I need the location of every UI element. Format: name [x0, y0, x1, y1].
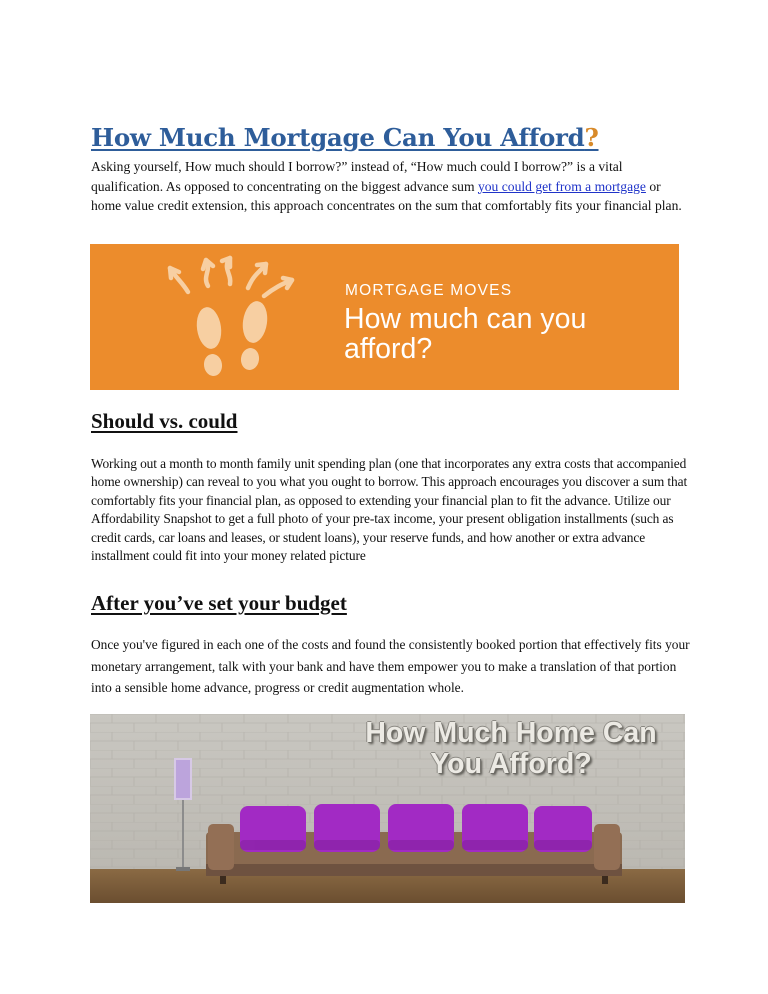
section1-paragraph: Working out a month to month family unit spending plan (one that incorporates any extra costs that accompanied home ownership) can reveal to you what you ought to borrow. This approach encourages you discover a sum that comfortably fits your financial plan, as opposed to extending your financial plan to fit the advance. Utilize our Affordability Snapshot to get a full photo of your pre-tax income, your present obligation installments (such as credit cards, car loans and leases, or student loans), your reserve funds, and how another or extra advance installment could fit into your money related picture: [91, 456, 688, 564]
intro-paragraph: [91, 157, 691, 216]
article-title: [91, 123, 599, 152]
banner-headline: How much can you afford?: [344, 303, 587, 365]
intro-text-end: or home value credit extension, this approach concentrates on the sum that comfortably fits your financial plan.: [91, 178, 682, 213]
section-heading-after-budget: After you’ve set your budget: [91, 591, 347, 615]
photo-headline: How Much Home Can You Afford?: [365, 717, 657, 780]
article-title-mark: ?: [584, 123, 599, 152]
intro-text-start: Asking yourself, How much should I borrow?” instead of, “How much could I borrow?” is a vital qualification. As opposed to concentrating on the biggest advance sum: [91, 159, 623, 194]
mortgage-link[interactable]: you could get from a mortgage: [477, 178, 646, 194]
article-title-text: How Much Mortgage Can You Afford: [91, 123, 585, 152]
section2-paragraph: Once you've figured in each one of the costs and found the consistently booked portion that effectively fits your monetary arrangement, talk with your bank and have them empower you to make a translation of that portion into a sensible home advance, progress or credit augmentation whole.: [91, 637, 690, 695]
living-room-photo: [90, 714, 685, 903]
section-heading-should-vs-could: Should vs. could: [91, 409, 238, 433]
banner-kicker: MORTGAGE MOVES: [345, 282, 513, 299]
mortgage-moves-banner: [90, 244, 679, 390]
